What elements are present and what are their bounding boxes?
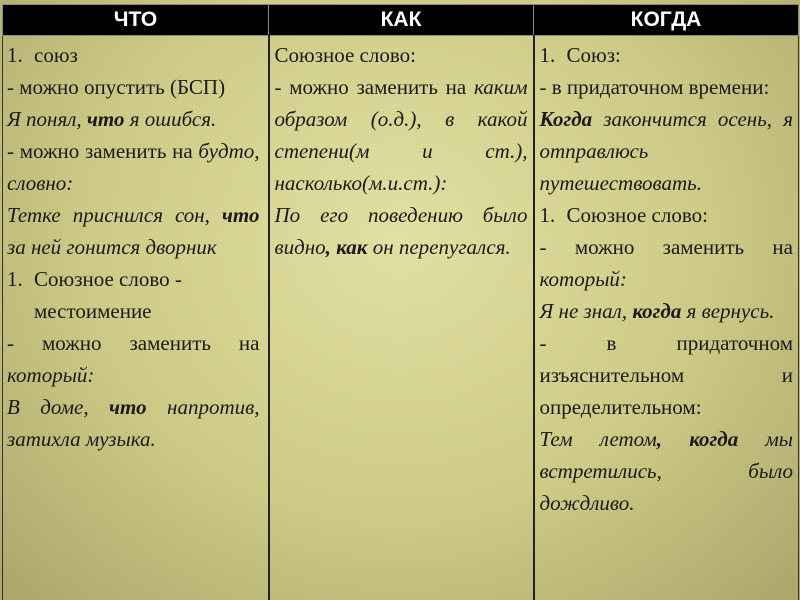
header-kogda: КОГДА [534, 5, 799, 36]
kogda-example1: Когда закончится осень, я отправлюсь путешествовать. [539, 107, 793, 195]
kogda-item1-rule: - в придаточном времени: [539, 75, 770, 99]
chto-item2-rule: - можно заменить на который: [7, 331, 260, 387]
kogda-example3: Тем летом, когда мы встретились, было дождливо. [539, 427, 794, 515]
chto-item1-label: союз [34, 43, 78, 67]
kogda-item2-label: Союзное слово: [566, 203, 708, 227]
comparison-table [2, 4, 799, 600]
kogda-item2-number: 1. [539, 203, 556, 227]
kogda-item2-rule2: - в придаточном изъяснительном и определительном: [539, 331, 793, 419]
chto-example2: Тетке приснился сон, что за ней гонится дворник [7, 203, 260, 259]
chto-item1-rule1: - можно опустить (БСП) [7, 75, 226, 99]
header-kak: КАК [269, 5, 534, 36]
kogda-item2-rule1: - можно заменить на который: [539, 235, 793, 291]
kogda-item2-heading [540, 199, 794, 231]
chto-item2-number: 1. [7, 267, 23, 291]
kak-label: Союзное слово: [274, 43, 416, 67]
kogda-example2: Я не знал, когда я вернусь. [539, 299, 775, 323]
header-chto: ЧТО [3, 5, 269, 36]
kogda-item1-label: Союз: [566, 43, 621, 67]
chto-item2-label: Союзное слово - местоимение [34, 267, 182, 323]
kak-example: По его поведению было видно, как он перепугался. [274, 203, 528, 259]
chto-example1: Я понял, что я ошибся. [7, 107, 217, 131]
chto-example3: В доме, что напротив, затихла музыка. [7, 395, 260, 451]
column-chto [3, 36, 269, 600]
kak-rule: - можно заменить на каким образом (о.д.), в какой степени(м и ст.), насколько(м.и.ст.): [274, 75, 528, 195]
chto-item2-heading [7, 263, 260, 327]
kogda-item1-number: 1. [539, 43, 556, 67]
column-kak [269, 36, 534, 600]
header-row [3, 5, 799, 36]
column-kogda [534, 36, 799, 600]
kogda-item1-heading [540, 39, 794, 71]
chto-item1-heading [7, 39, 260, 71]
chto-item1-number: 1. [7, 43, 23, 67]
chto-item1-rule2: - можно заменить на будто, словно: [7, 139, 260, 195]
content-row [3, 36, 799, 600]
